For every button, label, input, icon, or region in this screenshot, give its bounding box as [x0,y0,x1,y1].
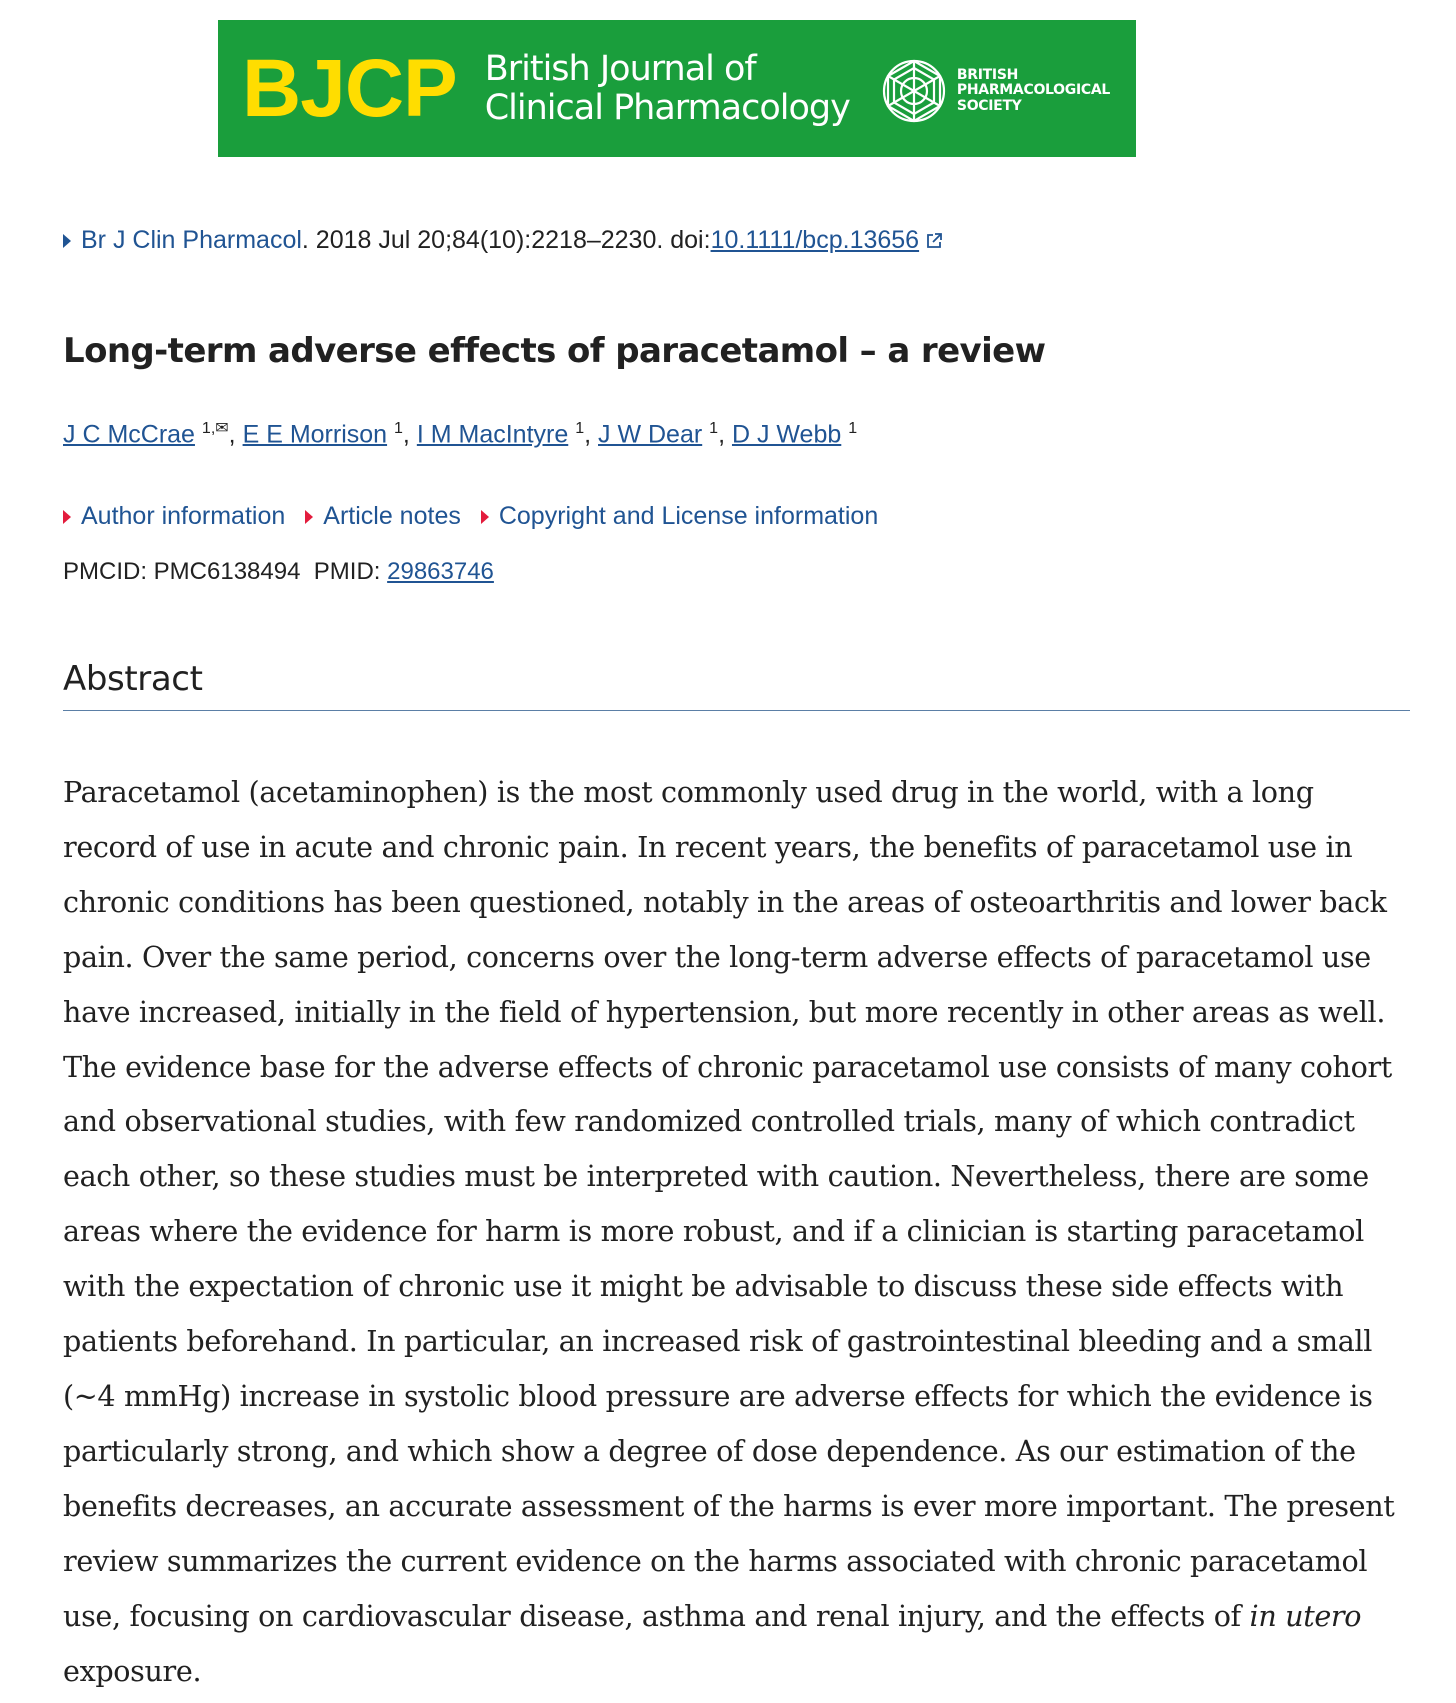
author-affiliation[interactable]: 1,✉ [201,420,229,437]
journal-banner [218,20,1136,157]
journal-name-line1: British Journal of [484,49,756,89]
caret-right-icon [305,510,313,524]
abstract-text-main: Paracetamol (acetaminophen) is the most commonly used drug in the world, with a long record of use in acute and chronic pain. In recent years, the benefits of paracetamol use in chronic conditions has been questioned, notably in the areas of osteoarthritis and lower back pain. Over the same period, concerns over the long-term adverse effects of paracetamol use have increased, initially in the field of hypertension, but more recently in other areas as well. The evidence base for the adverse effects of chronic paracetamol use consists of many cohort and observational studies, with few randomized controlled trials, many of which contradict each other, so these studies must be interpreted with caution. Nevertheless, there are some areas where the evidence for harm is more robust, and if a clinician is starting paracetamol with the expectation of chronic use it might be advisable to discuss these side effects with patients beforehand. In particular, an increased risk of gastrointestinal bleeding and a small (~4 mmHg) increase in systolic blood pressure are adverse effects for which the evidence is particularly strong, and which show a degree of dose dependence. As our estimation of the benefits decreases, an accurate assessment of the harms is ever more important. The present review summarizes the current evidence on the harms associated with chronic paracetamol use, focusing on cardiovascular disease, asthma and renal injury, and the effects of [63,775,1395,1633]
author-link[interactable]: J W Dear [598,420,703,449]
pmcid-label: PMCID: [63,558,154,585]
author-affiliation[interactable]: 1 [575,420,585,437]
society-name [957,68,1110,113]
caret-right-icon[interactable] [63,234,71,248]
journal-acronym: BJCP [242,42,457,134]
toggle-label: Copyright and License information [498,502,879,530]
author-link[interactable]: J C McCrae [63,420,195,449]
toggle-label: Article notes [323,502,461,530]
pmcid-value: PMC6138494 [153,558,301,585]
society-name-line3: SOCIETY [956,97,1022,114]
abstract-divider [63,710,1410,711]
society-name-line2: PHARMACOLOGICAL [956,82,1110,99]
abstract-text [63,765,1413,1698]
author-information-toggle[interactable] [63,502,285,531]
article-notes-toggle[interactable] [305,502,461,531]
citation-line [63,226,943,255]
abstract-paragraph [63,765,1413,1698]
author-link[interactable]: E E Morrison [242,420,388,449]
author-affiliation[interactable]: 1 [848,420,858,437]
caret-right-icon [63,510,71,524]
pmid-label: PMID: [313,558,388,585]
author-link[interactable]: D J Webb [731,420,842,449]
toggle-label: Author information [81,502,286,530]
author-separator: , [584,420,599,449]
journal-link[interactable]: Br J Clin Pharmacol [81,226,302,254]
caret-right-icon [481,510,489,524]
external-link-icon[interactable] [925,232,943,250]
society-logo [879,56,1110,126]
journal-name-line2: Clinical Pharmacology [484,87,850,128]
citation-details: . 2018 Jul 20;84(10):2218–2230. doi: [301,226,711,254]
author-affiliation[interactable]: 1 [709,420,719,437]
abstract-text-italic: in utero [1249,1598,1362,1633]
article-title: Long-term adverse effects of paracetamol – a review [63,331,1046,371]
doi-link[interactable]: 10.1111/bcp.13656 [710,226,920,254]
abstract-text-end: exposure. [63,1653,202,1688]
pmid-link[interactable]: 29863746 [387,558,494,585]
society-emblem-icon [879,56,949,126]
author-separator: , [402,420,417,449]
author-list [63,418,857,449]
author-separator: , [228,420,243,449]
society-name-line1: BRITISH [956,67,1019,84]
article-identifiers [63,558,494,586]
journal-name [485,50,850,127]
author-separator: , [718,420,732,449]
author-affiliation[interactable]: 1 [394,420,403,437]
copyright-license-toggle[interactable] [481,502,878,531]
article-info-toggles [63,502,898,531]
author-link[interactable]: I M MacIntyre [416,420,569,449]
abstract-heading: Abstract [63,659,203,699]
